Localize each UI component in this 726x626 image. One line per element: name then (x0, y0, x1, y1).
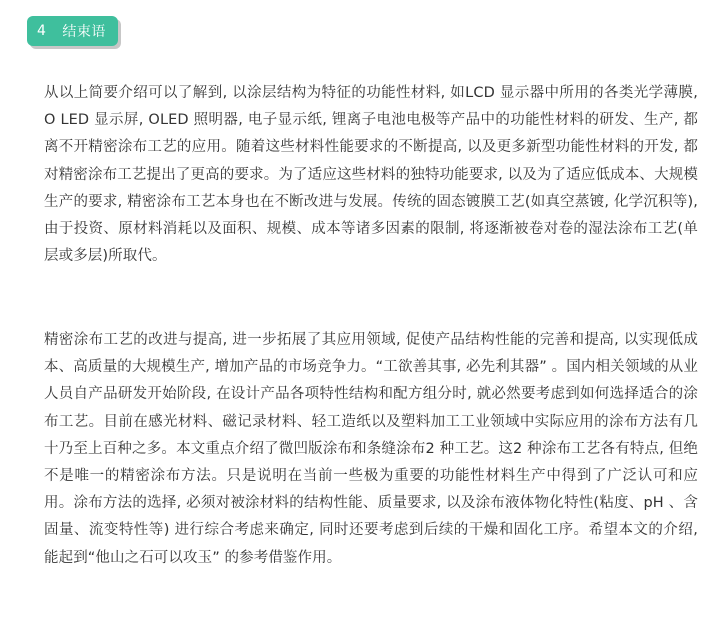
paragraph-1: 从以上简要介绍可以了解到, 以涂层结构为特征的功能性材料, 如LCD 显示器中所用的各类光学薄膜, O LED 显示屏, OLED 照明器, 电子显示纸, 锂离子电池电极等产品中的功能性材料的研发、生产, 都离不开精密涂布工艺的应用。随着这些材料性能要求的不断提高, 以及更多新型功能性材料的开发, 都对精密涂布工艺提出了更高的要求。为了适应这些材料的独特功能要求, 以及为了适应低成本、大规模生产的要求, 精密涂布工艺本身也在不断改进与发展。传统的固态镀膜工艺(如真空蒸镀, 化学沉积等), 由于投资、原材料消耗以及面积、规模、成本等诸多因素的限制, 将逐渐被卷对卷的湿法涂布工艺(单层或多层)所取代。 (44, 85, 698, 265)
section-number: 4 (37, 23, 47, 39)
section-heading (27, 16, 118, 46)
section-title: 结束语 (62, 24, 106, 40)
section-heading-badge (27, 16, 118, 46)
paragraph-2: 精密涂布工艺的改进与提高, 进一步拓展了其应用领域, 促使产品结构性能的完善和提高, 以实现低成本、高质量的大规模生产, 增加产品的市场竞争力。“工欲善其事, 必先利其器” 。国内相关领域的从业人员自产品研发开始阶段, 在设计产品各项特性结构和配方组分时, 就必然要考虑到如何选择适合的涂布工艺。目前在感光材料、磁记录材料、轻工造纸以及塑料加工工业领域中实际应用的涂布方法有几十乃至上百种之多。本文重点介绍了微凹版涂布和条缝涂布2 种工艺。这2 种涂布工艺各有特点, 但绝不是唯一的精密涂布方法。只是说明在当前一些极为重要的功能性材料生产中得到了广泛认可和应用。涂布方法的选择, 必须对被涂材料的结构性能、质量要求, 以及涂布液体物化特性(粘度、pH 、含固量、流变特性等) 进行综合考虑来确定, 同时还要考虑到后续的干燥和固化工序。希望本文的介绍, 能起到“他山之石可以攻玉” 的参考借鉴作用。 (44, 332, 698, 566)
